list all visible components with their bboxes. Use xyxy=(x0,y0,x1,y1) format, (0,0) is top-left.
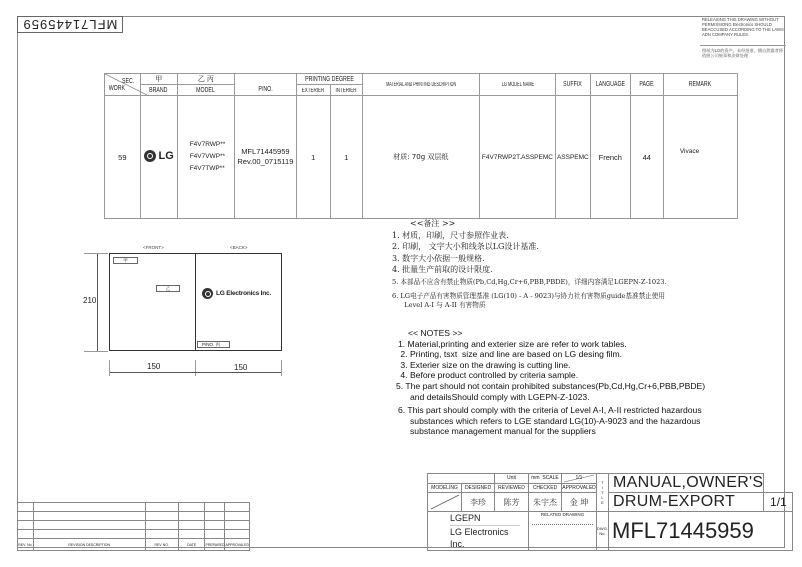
jia-box: 甲 xyxy=(113,257,138,264)
sig-checked: 朱宇杰 xyxy=(529,493,562,512)
note-cn-item: 6. LG电子产品有害物质管理基准 (LG(10) - A - 9023)与协力社有害物质guide基准禁止使用 xyxy=(392,292,665,300)
pno-box: P/NO. 丙 xyxy=(197,341,230,348)
note-cn-item: 3. 数字大小依据一般规格. xyxy=(392,253,485,263)
work-table xyxy=(104,73,738,219)
note-en-item: 2. Printing, tsxt size and line are based on LG desing film. xyxy=(398,349,623,360)
title-block xyxy=(427,473,793,551)
width-back-dim: 150 xyxy=(234,363,248,372)
model-header: MODEL xyxy=(177,85,234,96)
logo-text: LG Electronics Inc. xyxy=(216,290,272,297)
rev-value: Rev.00_0715119 xyxy=(237,157,294,166)
company-name: LG Electronics Inc. xyxy=(450,525,520,550)
lg-model-name-cell: F4V7RWP2T.ASSPEMC xyxy=(479,96,555,219)
sig-designed: 李珍 xyxy=(462,493,495,512)
rev-no2-header: REV NO. xyxy=(145,539,178,551)
work-label: WORK xyxy=(108,84,126,92)
yi-box: 乙 xyxy=(156,285,180,292)
release-notice xyxy=(700,16,786,68)
width-front-dim: 150 xyxy=(147,362,161,371)
revision-description-header: REVISION DESCRIPTION xyxy=(33,539,145,551)
lg-logo-icon xyxy=(202,288,213,299)
note-cn-item: Level A-I 与 A-II 有害物质 xyxy=(398,301,486,309)
dwg-number: MFL71445959 xyxy=(609,512,793,551)
remark-cell: Vivace xyxy=(663,96,737,219)
role-modeling: MODELING xyxy=(428,483,462,493)
interier-cell: 1 xyxy=(330,96,362,219)
note-cn-item: 4. 批量生产前取的设计限度. xyxy=(392,265,493,274)
model-item: F4V7TWP** xyxy=(189,165,225,172)
title-label: T I T L E xyxy=(597,474,609,512)
dim-ext-line xyxy=(195,360,196,376)
height-dim-line xyxy=(97,253,98,351)
note-en-item: 5. The part should not contain prohibited substances(Pb,Cd,Hg,Cr+6,PBB,PBDE) xyxy=(396,380,706,391)
page-cell: 44 xyxy=(630,96,663,219)
printing-degree-header: PRINTING DEGREE xyxy=(296,74,362,85)
note-en-item: 3. Exterier size on the drawing is cutting line. xyxy=(398,359,571,370)
language-header: LANGUAGE xyxy=(590,74,630,96)
related-drawing: RELATED DRAWING xyxy=(529,512,597,551)
note-cn-item: 5. 本部品不应含有禁止物质(Pb,Cd,Hg,Cr+6,PBB,PBDE)，详细内容满足LGEPN-Z-1023. xyxy=(392,277,667,286)
unit-label: Unit xyxy=(495,474,529,484)
sec-work-header xyxy=(105,74,141,96)
lg-logo-icon xyxy=(144,150,156,162)
remark-header: REMARK xyxy=(663,74,737,96)
work-cell: 59 xyxy=(105,96,141,219)
material-cell: 材质: 70g 双层纸 xyxy=(362,96,479,219)
lg-model-name-header: LG MODEL NAME xyxy=(479,74,555,96)
scale-value: 1/1 xyxy=(562,474,597,484)
dim-ext-line xyxy=(281,360,282,376)
model-item: F4V7RWP** xyxy=(189,141,226,148)
role-reviewed: REVIEWED xyxy=(495,483,529,493)
rev-no-header: REV. No. xyxy=(18,539,34,551)
front-label: <FRONT> xyxy=(143,245,164,250)
notes-cn xyxy=(392,218,667,310)
suffix-cell: ASSPEMC xyxy=(555,96,590,219)
note-en-item: substances which refers to LGE standard LG(10)-A-9023 and the hazardous xyxy=(410,415,701,426)
role-designed: DESIGNED xyxy=(462,483,495,493)
pno-header: P/NO. xyxy=(235,85,297,96)
unit-value: mm SCALE xyxy=(529,474,562,484)
sheet-number: 1/1 xyxy=(764,493,793,512)
notes-en-title: << NOTES >> xyxy=(408,328,463,338)
company-cell xyxy=(428,512,529,551)
model-cell xyxy=(177,96,234,219)
jia-header: 甲 xyxy=(140,74,177,85)
drawing-number-tag: MFL71445959 xyxy=(17,16,123,33)
company-code: LGEPN xyxy=(450,513,481,523)
prepared-header: PREPARED xyxy=(205,539,225,551)
role-approvaled: APPROVALED xyxy=(562,484,596,491)
sig-reviewed: 陈芳 xyxy=(495,493,529,512)
exterier-cell: 1 xyxy=(296,96,330,219)
dim-ext-line xyxy=(84,351,108,352)
note-en-item: and detailsShould comply with LGEPN-Z-1023. xyxy=(410,391,590,402)
release-notice-cn: 图纸为LG的资产，未经批准，擅自泄露者将依照公司规章和法律处理 xyxy=(702,48,783,58)
sig-modeling xyxy=(428,493,462,512)
note-en-item: 1. Material,printing and exterier size are refer to work tables. xyxy=(398,338,627,349)
note-cn-item: 1. 材质，印刷，尺寸参照作业表. xyxy=(392,230,509,240)
role-checked: CHECKED xyxy=(529,483,562,493)
front-panel xyxy=(109,253,196,351)
brand-header: BRAND xyxy=(140,85,177,96)
note-en-item: substance management manual for the suppliers xyxy=(410,426,596,437)
sec-label: SEC. xyxy=(122,77,135,85)
material-header: MATERIAL AND PRINTING DESCRIPTION xyxy=(362,74,479,96)
note-cn-item: 2. 印刷， 文字大小和线条以LG设计基准. xyxy=(392,242,539,251)
title-line-2: DRUM-EXPORT xyxy=(609,493,764,512)
note-en-item: 6. This part should comply with the criteria of Level A-I, A-II restricted hazardous xyxy=(398,405,702,416)
width-dim-line xyxy=(110,372,281,373)
yibing-header: 乙 丙 xyxy=(177,74,234,85)
back-label: <BACK> xyxy=(230,245,248,250)
language-cell: French xyxy=(590,96,630,219)
dwg-no-label: DWG. No. xyxy=(597,512,609,551)
suffix-header: SUFFIX xyxy=(555,74,590,96)
notes-en xyxy=(398,328,705,437)
height-dim: 210 xyxy=(83,296,97,305)
brand-text: LG xyxy=(158,150,174,162)
exterier-header: EXTERIER xyxy=(296,85,330,96)
model-item: F4V7VWP** xyxy=(189,153,226,160)
interier-header: INTERIER xyxy=(330,85,362,96)
brand-cell xyxy=(140,96,177,219)
date-header: DATE xyxy=(178,539,205,551)
dim-ext-line xyxy=(109,360,110,376)
back-panel xyxy=(195,253,282,351)
pno-cell xyxy=(235,96,297,219)
back-logo xyxy=(202,288,271,299)
sig-approvaled: 金 坤 xyxy=(562,493,597,512)
approvaled-header: APPROVALED xyxy=(225,539,250,551)
notes-cn-title: <<备注 >> xyxy=(410,219,456,228)
dim-ext-line xyxy=(84,253,108,254)
page-header: PAGE xyxy=(630,74,663,96)
title-line-1: MANUAL,OWNER'S xyxy=(609,474,764,493)
revision-table xyxy=(17,502,250,551)
note-en-item: 4. Before product controlled by criteria sample. xyxy=(398,370,579,381)
pno-value: MFL71445959 xyxy=(241,147,290,156)
release-notice-en: RELEASING THIS DRAWING WITHOUT PERMISSIONG Electronics SHOULD BEACCUSED ACCORDING TO THE LAWS ADN COMPANY RULES. xyxy=(700,16,786,46)
